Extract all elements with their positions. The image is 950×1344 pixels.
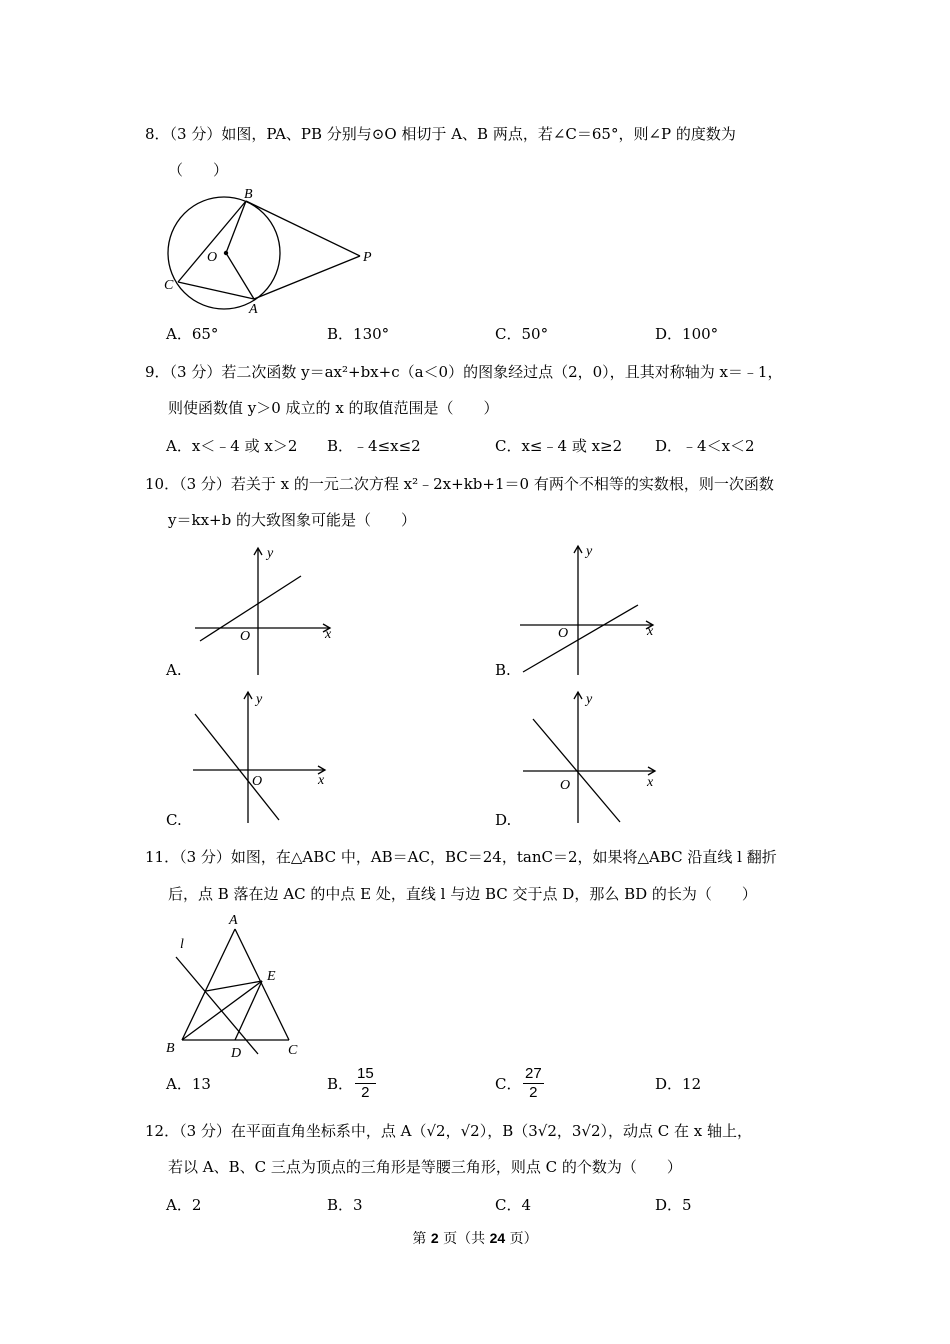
svg-text:x: x xyxy=(325,627,332,642)
svg-text:B: B xyxy=(166,1041,175,1056)
q12-option-b: B．3 xyxy=(327,1196,363,1214)
q11-stem-line1: 11．（3 分）如图，在△ABC 中，AB＝AC，BC＝24，tanC＝2，如果将△ABC 沿直线 l 翻折 xyxy=(145,848,777,866)
svg-text:O: O xyxy=(240,629,251,644)
q10-option-a: A. xyxy=(166,661,182,679)
line-graph-c xyxy=(195,714,279,820)
q9-option-c: C．x≤﹣4 或 x≥2 xyxy=(495,437,623,455)
q8-option-b: B．130° xyxy=(327,325,390,343)
q10-graph-c xyxy=(190,688,340,828)
q11-option-c-prefix: C． xyxy=(495,1075,522,1093)
q10-graph-a xyxy=(195,540,345,680)
q8-option-a: A．65° xyxy=(166,325,219,343)
svg-text:E: E xyxy=(267,969,276,984)
svg-text:A: A xyxy=(229,913,238,928)
svg-text:D: D xyxy=(231,1046,242,1061)
svg-text:O: O xyxy=(252,774,263,789)
q11-option-a: A．13 xyxy=(166,1075,211,1093)
fraction-denominator: 2 xyxy=(529,1084,538,1101)
side-ab xyxy=(182,929,235,1040)
fraction-numerator: 15 xyxy=(357,1065,374,1082)
svg-text:y: y xyxy=(267,546,274,561)
svg-text:C: C xyxy=(288,1043,298,1058)
q12-option-a: A．2 xyxy=(166,1196,202,1214)
svg-text:x: x xyxy=(318,773,325,788)
q8-stem-line1: 8．（3 分）如图，PA、PB 分别与⊙O 相切于 A、B 两点，若∠C＝65°，则∠P 的度数为 xyxy=(145,125,736,143)
footer-suffix: 页） xyxy=(505,1231,538,1247)
q8-stem-line2: （ ） xyxy=(168,161,229,179)
svg-text:y: y xyxy=(256,692,263,707)
q10-stem-line1: 10．（3 分）若关于 x 的一元二次方程 x²﹣2x+kb+1＝0 有两个不相等的实数根，则一次函数 xyxy=(145,475,774,493)
svg-text:x: x xyxy=(647,624,654,639)
q11-option-c-fraction xyxy=(523,1065,544,1102)
q9-option-d: D．﹣4＜x＜2 xyxy=(655,437,755,455)
q12-stem-line1: 12．（3 分）在平面直角坐标系中，点 A（√2，√2），B（3√2，3√2），动点 C 在 x 轴上， xyxy=(145,1122,753,1140)
q12-option-d: D．5 xyxy=(655,1196,692,1214)
q9-stem-line1: 9．（3 分）若二次函数 y＝ax²+bx+c（a＜0）的图象经过点（2，0），且其对称轴为 x＝﹣1， xyxy=(145,363,783,381)
tangent-pa xyxy=(254,256,360,299)
q10-option-d: D. xyxy=(495,811,512,829)
svg-text:O: O xyxy=(560,778,571,793)
q8-option-c: C．50° xyxy=(495,325,549,343)
q12-option-c: C．4 xyxy=(495,1196,532,1214)
segment-ob xyxy=(226,201,246,253)
svg-text:l: l xyxy=(180,937,184,952)
svg-text:x: x xyxy=(647,775,654,790)
fraction-numerator: 27 xyxy=(525,1065,542,1082)
line-graph-a xyxy=(200,576,301,641)
line-graph-b xyxy=(523,605,638,672)
svg-text:y: y xyxy=(586,692,593,707)
q10-graph-b xyxy=(520,540,670,680)
q10-option-b: B. xyxy=(495,661,511,679)
q11-option-d: D．12 xyxy=(655,1075,702,1093)
q9-option-a: A．x＜﹣4 或 x＞2 xyxy=(166,437,298,455)
segment-fe xyxy=(206,981,262,991)
q11-stem-line2: 后，点 B 落在边 AC 的中点 E 处，直线 l 与边 BC 交于点 D，那么 BD 的长为（ ） xyxy=(168,885,757,903)
q10-option-c: C. xyxy=(166,811,182,829)
footer-mid: 页（共 xyxy=(438,1231,490,1247)
q10-graph-d xyxy=(520,688,670,828)
q9-stem-line2: 则使函数值 y＞0 成立的 x 的取值范围是（ ） xyxy=(168,399,499,417)
q11-option-b-prefix: B． xyxy=(327,1075,354,1093)
q11-option-b-fraction xyxy=(355,1065,376,1102)
svg-text:y: y xyxy=(586,544,593,559)
fraction-denominator: 2 xyxy=(361,1084,370,1101)
page-total: 24 xyxy=(489,1230,506,1246)
page-footer xyxy=(0,1228,950,1248)
q10-stem-line2: y＝kx+b 的大致图象可能是（ ） xyxy=(168,511,416,529)
label-a: A xyxy=(249,302,258,317)
q8-circle-tangent-figure xyxy=(160,185,390,320)
page-number: 2 xyxy=(430,1230,439,1246)
footer-prefix: 第 xyxy=(412,1231,431,1247)
segment-be xyxy=(182,981,262,1040)
center-point xyxy=(224,251,228,255)
segment-de xyxy=(235,981,262,1040)
svg-text:O: O xyxy=(558,626,569,641)
q12-stem-line2: 若以 A、B、C 三点为顶点的三角形是等腰三角形，则点 C 的个数为（ ） xyxy=(168,1158,682,1176)
label-p: P xyxy=(363,250,372,265)
label-o: O xyxy=(207,250,218,265)
label-c: C xyxy=(164,278,174,293)
segment-oa xyxy=(226,253,254,299)
label-b: B xyxy=(244,187,253,202)
q11-triangle-figure xyxy=(160,908,320,1063)
q8-option-d: D．100° xyxy=(655,325,719,343)
q9-option-b: B．﹣4≤x≤2 xyxy=(327,437,421,455)
tangent-pb xyxy=(246,201,360,256)
